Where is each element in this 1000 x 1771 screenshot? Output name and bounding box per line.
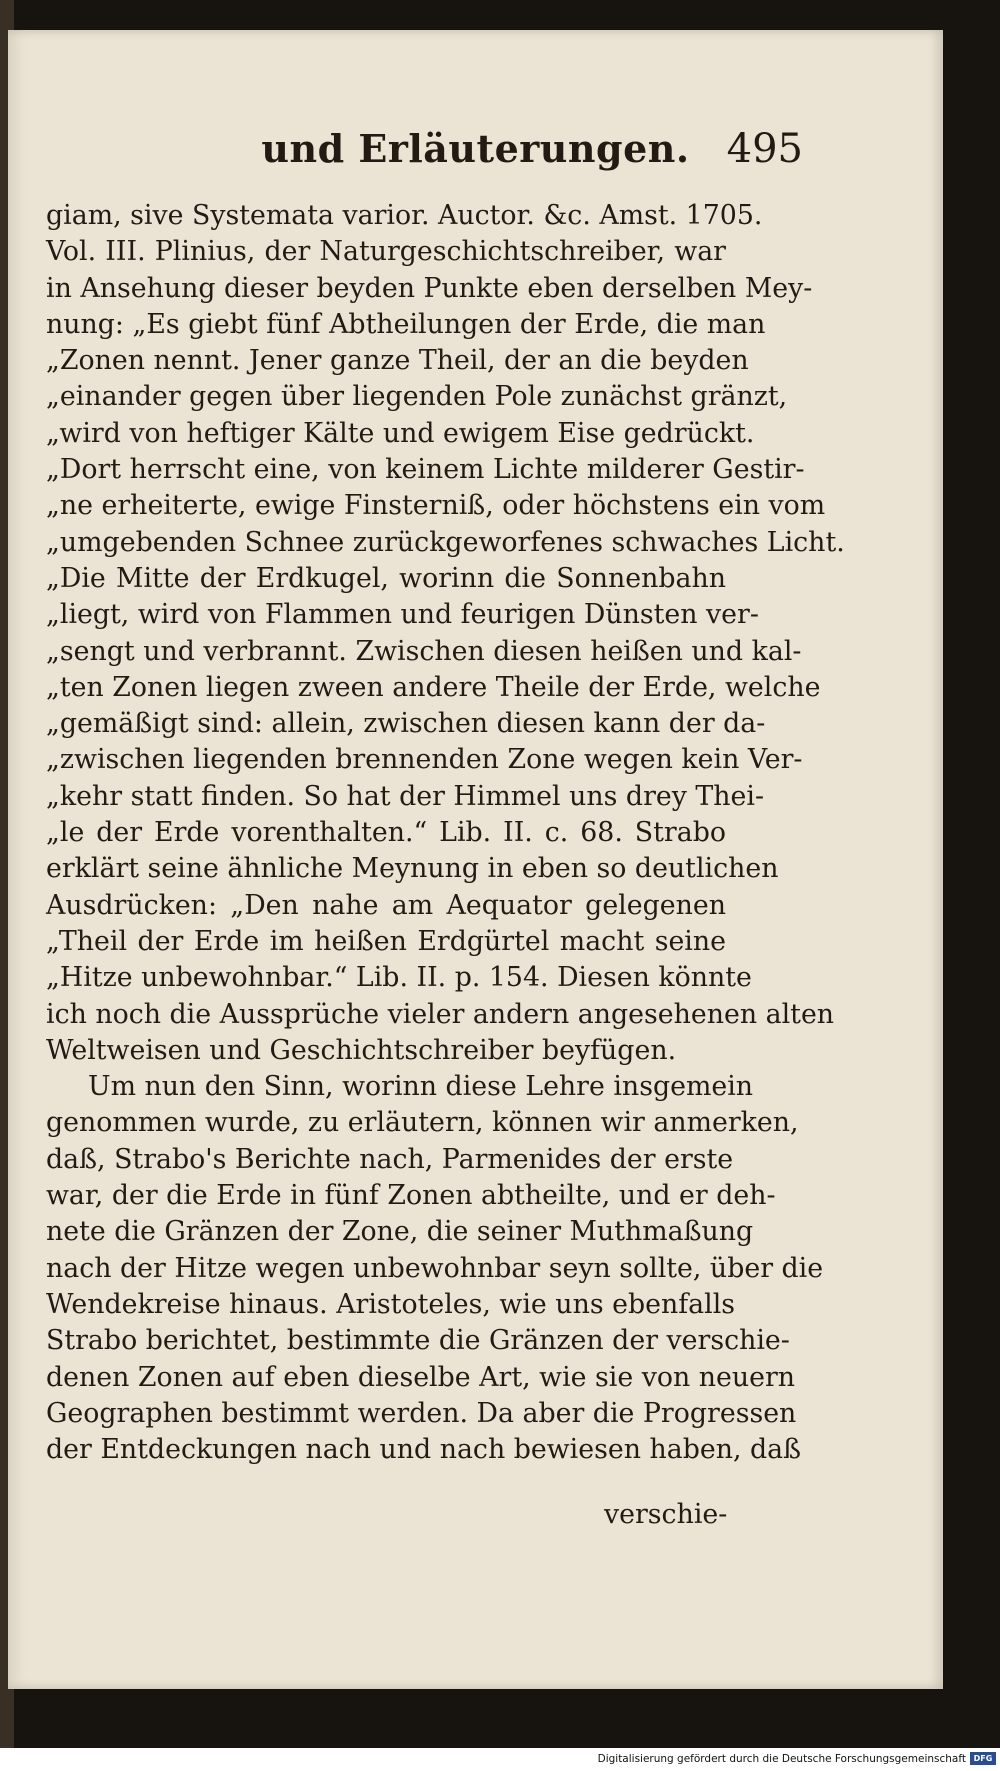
text-line: „Dort herrscht eine, von keinem Lichte milderer Gestir-	[46, 454, 805, 486]
text-line: erklärt seine ähnliche Meynung in eben so deutlichen	[46, 853, 779, 885]
text-line: nach der Hitze wegen unbewohnbar seyn sollte, über die	[46, 1252, 824, 1284]
text-line: Ausdrücken: „Den nahe am Aequator gelegenen	[46, 889, 726, 921]
catchword: verschie-	[604, 1499, 728, 1530]
text-line: Um nun den Sinn, worinn diese Lehre insgemein	[88, 1071, 754, 1103]
text-line: „sengt und verbrannt. Zwischen diesen heißen und kal-	[46, 635, 802, 667]
text-line: nung: „Es giebt fünf Abtheilungen der Erde, die man	[46, 308, 766, 340]
text-line: „zwischen liegenden brennenden Zone wegen kein Ver-	[46, 744, 803, 776]
text-line: genommen wurde, zu erläutern, können wir anmerken,	[46, 1107, 799, 1139]
text-line: „ne erheiterte, ewige Finsterniß, oder höchstens ein vom	[46, 490, 826, 522]
page-header	[8, 126, 943, 186]
text-line: „Zonen nennt. Jener ganze Theil, der an die beyden	[46, 345, 749, 377]
page-number: 495	[726, 126, 803, 172]
text-line: „einander gegen über liegenden Pole zunächst gränzt,	[46, 381, 788, 413]
running-head: und Erläuterungen.	[261, 126, 690, 171]
text-line: ich noch die Aussprüche vieler andern angesehenen alten	[46, 998, 835, 1030]
text-line: Wendekreise hinaus. Aristoteles, wie uns ebenfalls	[46, 1288, 736, 1320]
body-text	[46, 198, 845, 1468]
text-line: „liegt, wird von Flammen und feurigen Dünsten ver-	[46, 599, 759, 631]
text-line: „gemäßigt sind: allein, zwischen diesen kann der da-	[46, 708, 766, 740]
text-line: „Die Mitte der Erdkugel, worinn die Sonnenbahn	[46, 562, 726, 594]
text-line: daß, Strabo's Berichte nach, Parmenides der erste	[46, 1143, 734, 1175]
text-line: giam, sive Systemata varior. Auctor. &c. Amst. 1705.	[46, 200, 763, 231]
text-line: „Hitze unbewohnbar.“ Lib. II. p. 154. Diesen könnte	[46, 962, 752, 994]
footer-bar	[0, 1748, 1000, 1771]
book-page	[8, 30, 943, 1689]
text-line: in Ansehung dieser beyden Punkte eben derselben Mey-	[46, 272, 813, 304]
text-line: „umgebenden Schnee zurückgeworfenes schwaches Licht.	[46, 526, 845, 558]
text-line: „le der Erde vorenthalten.“ Lib. II. c. 68. Strabo	[46, 817, 726, 849]
dfg-logo: DFG	[970, 1752, 996, 1765]
text-line: Weltweisen und Geschichtschreiber beyfügen.	[46, 1034, 677, 1066]
text-line: „wird von heftiger Kälte und ewigem Eise gedrückt.	[46, 417, 755, 449]
text-line: Strabo berichtet, bestimmte die Gränzen der verschie-	[46, 1325, 790, 1357]
text-line: nete die Gränzen der Zone, die seiner Muthmaßung	[46, 1216, 754, 1248]
funding-credit: Digitalisierung gefördert durch die Deutsche Forschungsgemeinschaft	[597, 1753, 966, 1765]
text-line: „ten Zonen liegen zween andere Theile der Erde, welche	[46, 671, 821, 703]
text-line: der Entdeckungen nach und nach bewiesen haben, daß	[46, 1434, 802, 1466]
text-line: war, der die Erde in fünf Zonen abtheilte, und er deh-	[46, 1180, 776, 1212]
text-line: denen Zonen auf eben dieselbe Art, wie sie von neuern	[46, 1361, 796, 1393]
text-line: „kehr statt finden. So hat der Himmel uns drey Thei-	[46, 780, 765, 812]
text-line: Vol. III. Plinius, der Naturgeschichtschreiber, war	[46, 236, 726, 268]
text-line: Geographen bestimmt werden. Da aber die Progressen	[46, 1397, 797, 1429]
text-line: „Theil der Erde im heißen Erdgürtel macht seine	[46, 925, 726, 957]
